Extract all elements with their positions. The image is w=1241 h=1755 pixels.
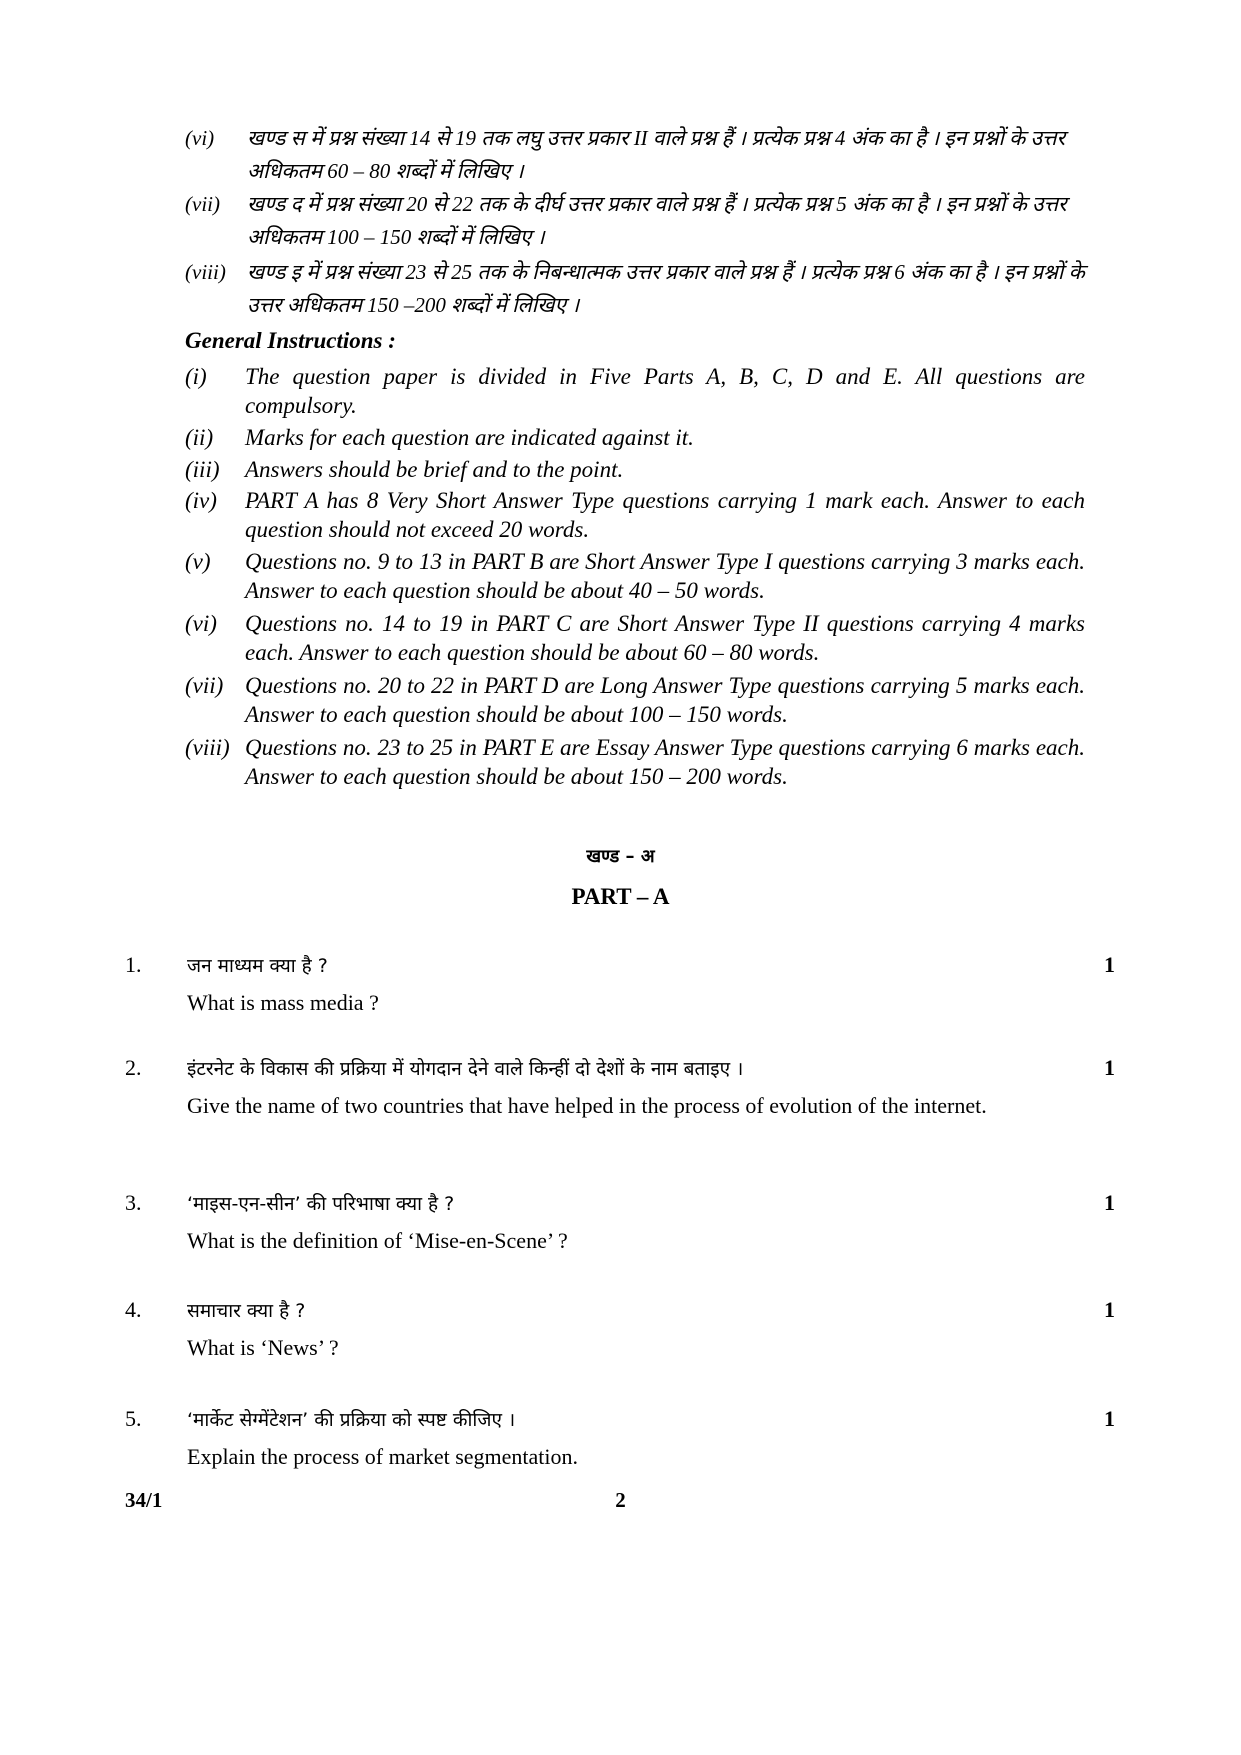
general-instruction-item — [185, 609, 1085, 667]
question-item — [125, 1406, 1115, 1471]
question-text-english: What is mass media ? — [187, 990, 379, 1015]
question-marks: 1 — [1104, 1297, 1115, 1322]
hindi-instruction-number: (vi) — [185, 126, 215, 150]
general-instruction-item — [185, 733, 1085, 791]
hindi-instruction-item — [185, 256, 1090, 322]
instruction-text: Questions no. 20 to 22 in PART D are Long Answer Type questions carrying 5 marks each. Answer to each question should be about 100 – 150 words. — [245, 673, 1085, 727]
hindi-instruction-item — [185, 122, 1090, 188]
general-instruction-item — [185, 547, 1085, 605]
paper-code: 34/1 — [125, 1488, 163, 1512]
instruction-text: Questions no. 14 to 19 in PART C are Short Answer Type II questions carrying 4 marks each. Answer to each question should be about 60 – 80 words. — [245, 611, 1085, 665]
question-item — [125, 1190, 1115, 1255]
instruction-text: Questions no. 9 to 13 in PART B are Short Answer Type I questions carrying 3 marks each. Answer to each question should be about 40 – 50 words. — [245, 549, 1085, 603]
general-instruction-item — [185, 671, 1085, 729]
instruction-text: Answers should be brief and to the point. — [245, 457, 624, 482]
section-heading-hindi: खण्ड – अ — [586, 846, 655, 867]
instruction-text: Marks for each question are indicated against it. — [245, 425, 694, 450]
question-item — [125, 952, 1115, 1017]
hindi-instruction-number: (viii) — [185, 260, 226, 284]
question-text-hindi: समाचार क्या है ? — [187, 1300, 306, 1322]
general-instructions-heading: General Instructions : — [185, 328, 396, 353]
general-instruction-item — [185, 455, 1085, 484]
question-marks: 1 — [1104, 952, 1115, 977]
question-text-english: Give the name of two countries that have helped in the process of evolution of the internet. — [187, 1093, 987, 1118]
question-number: 1. — [125, 952, 142, 977]
question-marks: 1 — [1104, 1055, 1115, 1080]
question-text-hindi: ‘मार्केट सेग्मेंटेशन’ की प्रक्रिया को स्पष्ट कीजिए । — [187, 1409, 516, 1431]
question-item — [125, 1297, 1115, 1362]
instruction-text: Questions no. 23 to 25 in PART E are Essay Answer Type questions carrying 6 marks each. Answer to each question should be about 150 – 200 words. — [245, 735, 1085, 789]
instruction-text: PART A has 8 Very Short Answer Type questions carrying 1 mark each. Answer to each question should not exceed 20 words. — [245, 488, 1085, 542]
question-text-hindi: ‘माइस-एन-सीन’ की परिभाषा क्या है ? — [187, 1193, 455, 1215]
question-text-english: What is ‘News’ ? — [187, 1335, 339, 1360]
question-number: 3. — [125, 1190, 142, 1215]
instruction-number: (viii) — [185, 735, 230, 760]
instruction-number: (iv) — [185, 488, 217, 513]
question-text-english: Explain the process of market segmentation. — [187, 1444, 578, 1469]
question-number: 4. — [125, 1297, 142, 1322]
question-number: 5. — [125, 1406, 142, 1431]
instruction-number: (i) — [185, 364, 207, 389]
question-marks: 1 — [1104, 1406, 1115, 1431]
question-text-english: What is the definition of ‘Mise-en-Scene’ ? — [187, 1228, 568, 1253]
page-number: 2 — [615, 1488, 626, 1512]
hindi-instruction-item — [185, 188, 1090, 254]
general-instruction-item — [185, 362, 1085, 420]
instruction-number: (vii) — [185, 673, 224, 698]
hindi-instruction-number: (vii) — [185, 192, 220, 216]
instruction-number: (v) — [185, 549, 211, 574]
question-item — [125, 1055, 1115, 1120]
hindi-instruction-text: खण्ड द में प्रश्न संख्या 20 से 22 तक के दीर्घ उत्तर प्रकार वाले प्रश्न हैं । प्रत्येक प्रश्न 5 अंक का है । इन प्रश्नों के उत्तर अधिकतम 100 – 150 शब्दों में लिखिए । — [247, 192, 1067, 249]
question-number: 2. — [125, 1055, 142, 1080]
instruction-number: (vi) — [185, 611, 217, 636]
instruction-number: (iii) — [185, 457, 220, 482]
hindi-instruction-text: खण्ड इ में प्रश्न संख्या 23 से 25 तक के निबन्धात्मक उत्तर प्रकार वाले प्रश्न हैं । प्रत्येक प्रश्न 6 अंक का है । इन प्रश्नों के उत्तर अधिकतम 150 –200 शब्दों में लिखिए । — [247, 260, 1085, 317]
instruction-text: The question paper is divided in Five Parts A, B, C, D and E. All questions are compulsory. — [245, 364, 1085, 418]
general-instruction-item — [185, 423, 1085, 452]
section-heading-english: PART – A — [571, 884, 670, 909]
instruction-number: (ii) — [185, 425, 214, 450]
question-marks: 1 — [1104, 1190, 1115, 1215]
question-text-hindi: जन माध्यम क्या है ? — [187, 955, 328, 977]
general-instruction-item — [185, 486, 1085, 544]
hindi-instruction-text: खण्ड स में प्रश्न संख्या 14 से 19 तक लघु उत्तर प्रकार II वाले प्रश्न हैं । प्रत्येक प्रश्न 4 अंक का है । इन प्रश्नों के उत्तर अधिकतम 60 – 80 शब्दों में लिखिए । — [247, 126, 1066, 183]
question-text-hindi: इंटरनेट के विकास की प्रक्रिया में योगदान देने वाले किन्हीं दो देशों के नाम बताइए । — [187, 1058, 744, 1080]
